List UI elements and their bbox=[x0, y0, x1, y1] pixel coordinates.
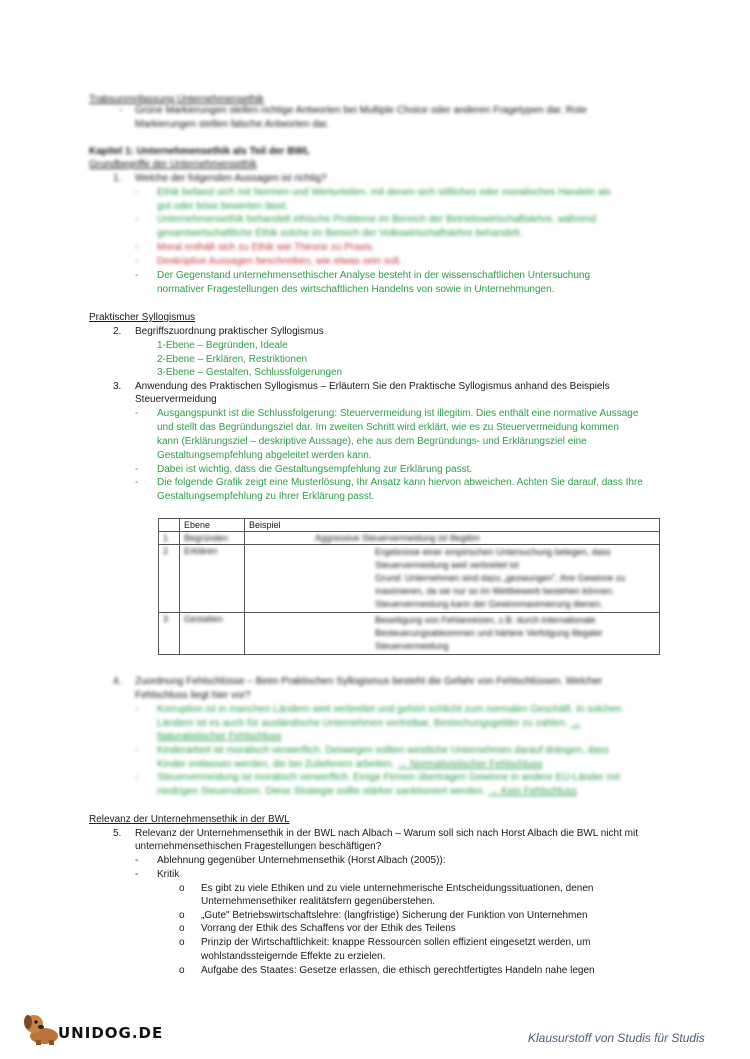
row-number: 3 bbox=[159, 613, 180, 655]
table-row bbox=[159, 613, 660, 655]
table-header-row bbox=[159, 519, 660, 532]
question-2: Begriffszuordnung praktischer Syllogismus bbox=[135, 326, 324, 337]
critique-4-line2: wohlstandssteigernde Effekte zu erzielen. bbox=[201, 951, 386, 962]
question-5-line2: unternehmensethischen Fragestellungen beschäftigen? bbox=[135, 841, 382, 852]
row-text: Grund: Unternehmen sind dazu „gezwungen", ihre Gewinne zu maximieren, da sie nur so im Wettbewerb bestehen können. Steuervermeidung kann der Gewinnmaximierung dienen. bbox=[375, 573, 626, 609]
answer-3c-line2: Gestaltungsempfehlung zu Ihrer Erklärung passt. bbox=[157, 491, 375, 502]
row-ebene: Gestalten bbox=[180, 613, 245, 655]
question-3-line2: Steuervermeidung bbox=[135, 394, 217, 405]
table-row bbox=[159, 545, 660, 613]
answer-4c: Steuervermeidung ist moralisch verwerflich. Einige Firmen übertragen Gewinne in andere EU-Länder mit niedrigen Steuersätzen. Diese Strategie sollte stärker sanktioniert werden. bbox=[157, 772, 620, 797]
level-2: 2-Ebene – Erklären, Restriktionen bbox=[157, 354, 308, 365]
bullet-circle: o bbox=[179, 937, 185, 948]
answer-1c: Moral enthält sich zu Ethik wie Theorie zu Praxis. bbox=[157, 242, 375, 253]
row-ebene: Erklären bbox=[180, 545, 245, 613]
rejection-line: Ablehnung gegenüber Unternehmensethik (Horst Albach (2005)): bbox=[157, 855, 446, 866]
logo-text: UNIDOG.DE bbox=[58, 1024, 164, 1042]
footer-slogan: Klausurstoff von Studis für Studis bbox=[528, 1031, 705, 1045]
dash: - bbox=[135, 869, 139, 880]
doc-title: Trabsunmnfassung Unternehmensethik bbox=[89, 94, 264, 105]
answer-3b: Dabei ist wichtig, dass die Gestaltungsempfehlung zur Erklärung passt. bbox=[157, 464, 473, 475]
question-4-number: 4. bbox=[113, 676, 122, 687]
level-3: 3-Ebene – Gestalten, Schlussfolgerungen bbox=[157, 367, 343, 378]
header-beispiel: Beispiel bbox=[245, 519, 660, 532]
bullet-circle: o bbox=[179, 883, 185, 894]
critique-1-line1: Es gibt zu viele Ethiken und zu viele unternehmerische Entscheidungssituationen, denen bbox=[201, 883, 594, 894]
dash: - bbox=[135, 464, 139, 475]
answer-4a-tag: → Naturalistischer Fehlschluss bbox=[157, 717, 581, 743]
section-relevanz: Relevanz der Unternehmensethik in der BWL bbox=[89, 814, 290, 825]
answer-4b-tag: → Normativistischer Fehlschluss bbox=[397, 758, 543, 770]
dash: - bbox=[135, 270, 139, 281]
bullet-circle: o bbox=[179, 965, 185, 976]
question-3-line1: Anwendung des Praktischen Syllogismus – Erläutern Sie den Praktische Syllogismus anhand des Beispiels bbox=[135, 381, 610, 392]
critique-4-line1: Prinzip der Wirtschaftlichkeit: knappe Ressourcen sollen effizient eingesetzt werden, um bbox=[201, 937, 591, 948]
document-page: Trabsunmnfassung Unternehmensethik - Grüne Markierungen stellen richtige Antworten bei Multiple Choice oder anderen Fragetypen dar. Rote Markierungen stellen falsche Antworten dar. Kapitel 1: Unternehmensethik als Teil der BWL Grundbegriffe der Unternehmensethik 1. Welche der folgenden Aussagen ist richtig? - Ethik befasst sich mit Normen und Werturteilen, mit denen sich sittliches oder moralisches Handeln als gut oder böse bewerten lässt. - Unternehmensethik behandelt ethische Probleme im Bereich der Betriebswirtschaftslehre, während gesamtwirtschaftliche Ethik solche im Bereich der Volkswirtschaftslehre behandelt. - Moral enthält sich zu Ethik wie Theorie zu Praxis. - Deskriptive Aussagen beschreiben, wie etwas sein soll. - Der Gegenstand unternehmensethischer Analyse besteht in der wissenschaftlichen Untersuchung normativer Fragestellungen des wirtschaftlichen Handelns von sowie in Unternehmungen. Praktischer Syllogismus 2. Begriffszuordnung praktischer Syllogismus 1-Ebene – Begründen, Ideale 2-Ebene – Erklären, Restriktionen 3-Ebene – Gestalten, Schlussfolgerungen 3. Anwendung des Praktischen Syllogismus – Erläutern Sie den Praktische Syllogismus anhand des Beispiels Steuervermeidung - Ausgangspunkt ist die Schlussfolgerung: Steuervermeidung ist illegitim. Dies enthält eine normative Aussage und stellt das Begründungsziel dar. Im zweiten Schritt wird erklärt, wie es zu Steuervermeidung kommen kann (Erklärungsziel – deskriptive Aussage), ehe aus dem Begründungs- und Erklärungsziel eine Gestaltungsempfehlung abgeleitet werden kann. - Dabei ist wichtig, dass die Gestaltungsempfehlung zur Erklärung passt. - Die folgende Grafik zeigt eine Musterlösung, Ihr Ansatz kann hiervon abweichen. Achten Sie darauf, dass Ihre Gestaltungsempfehlung zu Ihrer Erklärung passt. Ebene Beispiel 1 Begründen Aggressive Steuervermeidung ist illegitim 2 Erklären Ergebnisse einer empirischen Untersuchung belegen, dass Steuervermeidung weit verbreitet ist Grund: Unternehmen sind dazu „gezwungen", ihre Gewinne zu maximieren, da sie nur so im Wettbewerb bestehen können. Steuervermeidung kann der Gewinnmaximierung dienen. 3 Gestalten Beseitigung von Fehlanreizen, z.B. durch internationale Besteuerungsabkommen und härtere Verfolgung illegaler Steuervermeidung 4. Zuordnung Fehlschlüsse – Beim Praktischen Syllogismus besteht die Gefahr von Fehlschlüssen. Welcher Fehlschluss liegt hier vor? - Korruption ist in manchen Ländern weit verbreitet und gehört schlicht zum normalen Geschäft. In solchen Ländern ist es auch für ausländische Unternehmen vertretbar, Bestechungsgelder zu zahlen. → Naturalistischer Fehlschluss - Kinderarbeit ist moralisch verwerflich. Deswegen sollten westliche Unternehmen darauf drängen, dass Kinder entlassen werden, die bei Zulieferern arbeiten. → Normativistischer Fehlschluss - Steuervermeidung ist moralisch verwerflich. Einige Firmen übertragen Gewinne in andere EU-Länder mit niedrigen Steuersätzen. Diese Strategie sollte stärker sanktioniert werden. → Kein Fehlschluss Relevanz der Unternehmensethik in der BWL 5. Relevanz der Unternehmensethik in der BWL nach Albach – Warum soll sich nach Horst Albach die BWL nicht mit unternehmensethischen Fragestellungen beschäftigen? - Ablehnung gegenüber Unternehmensethik (Horst Albach (2005)): - Kritik o Es gibt zu viele Ethiken und zu viele unternehmerische Entscheidungssituationen, denen Unternehmensethiker realitätsfern gegenüberstehen. o „Gute" Betriebswirtschaftslehre: (langfristige) Sicherung der Funktion von Unternehmen o Vorrang der Ethik des Schaffens vor der Ethik des Teilens o Prinzip der Wirtschaftlichkeit: knappe Ressourcen sollen effizient eingesetzt werden, um wohlstandssteigernde Effekte zu erzielen. o Aufgabe des Staates: Gesetze erlassen, die ethisch gerechtfertigtes Handeln nahe legen UNIDOG.DE Klausurstoff von Studis für Studis bbox=[0, 0, 750, 1059]
header-ebene: Ebene bbox=[180, 519, 245, 532]
table-row bbox=[159, 532, 660, 545]
bullet-circle: o bbox=[179, 910, 185, 921]
row-text: Aggressive Steuervermeidung ist illegitim bbox=[245, 532, 660, 545]
dog-logo-icon bbox=[22, 1010, 62, 1046]
chapter-heading: Kapitel 1: Unternehmensethik als Teil der BWL bbox=[89, 146, 310, 157]
dash: - bbox=[135, 477, 139, 488]
question-1: Welche der folgenden Aussagen ist richtig? bbox=[135, 173, 327, 184]
answer-1a: Ethik befasst sich mit Normen und Werturteilen, mit denen sich sittliches oder moralisches Handeln als gut oder böse bewerten lässt. bbox=[157, 187, 611, 212]
section-praktischer-syllogismus: Praktischer Syllogismus bbox=[89, 312, 196, 323]
critique-3: Vorrang der Ethik des Schaffens vor der Ethik des Teilens bbox=[201, 923, 456, 934]
answer-4c-tag: → Kein Fehlschluss bbox=[488, 785, 577, 797]
answer-3a-line2: und stellt das Begründungsziel dar. Im zweiten Schritt wird erklärt, wie es zu Steuervermeidung kommen bbox=[157, 422, 619, 433]
dash: - bbox=[119, 105, 123, 116]
row-text: Beseitigung von Fehlanreizen, z.B. durch internationale Besteuerungsabkommen und härtere Verfolgung illegaler Steuervermeidung bbox=[245, 613, 660, 655]
dash: - bbox=[135, 855, 139, 866]
answer-3a-line1: Ausgangspunkt ist die Schlussfolgerung: Steuervermeidung ist illegitim. Dies enthält eine normative Aussage bbox=[157, 408, 639, 419]
answer-4a: Korruption ist in manchen Ländern weit verbreitet und gehört schlicht zum normalen Geschäft. In solchen Ländern ist es auch für ausländische Unternehmen vertretbar, Bestechungsgelder zu zahlen. bbox=[157, 704, 622, 729]
answer-1b: Unternehmensethik behandelt ethische Probleme im Bereich der Betriebswirtschaftslehre, während gesamtwirtschaftliche Ethik solche im Bereich der Volkswirtschaftslehre behandelt. bbox=[157, 214, 597, 239]
answer-1d: Deskriptive Aussagen beschreiben, wie etwas sein soll. bbox=[157, 256, 402, 267]
critique-5: Aufgabe des Staates: Gesetze erlassen, die ethisch gerechtfertigtes Handeln nahe legen bbox=[201, 965, 595, 976]
critique-heading: Kritik bbox=[157, 869, 180, 880]
row-number: 1 bbox=[159, 532, 180, 545]
answer-3a-line4: Gestaltungsempfehlung abgeleitet werden kann. bbox=[157, 450, 372, 461]
row-number: 2 bbox=[159, 545, 180, 613]
bullet-circle: o bbox=[179, 923, 185, 934]
row-text: Ergebnisse einer empirischen Untersuchung belegen, dass Steuervermeidung weit verbreitet ist bbox=[375, 547, 611, 570]
critique-1-line2: Unternehmensethiker realitätsfern gegenüberstehen. bbox=[201, 896, 436, 907]
level-1: 1-Ebene – Begründen, Ideale bbox=[157, 340, 288, 351]
question-4: Zuordnung Fehlschlüsse – Beim Praktischen Syllogismus besteht die Gefahr von Fehlschlüssen. Welcher Fehlschluss liegt hier vor? bbox=[135, 676, 603, 701]
answer-3a-line3: kann (Erklärungsziel – deskriptive Aussage), ehe aus dem Begründungs- und Erklärungsziel eine bbox=[157, 436, 587, 447]
intro-text: Grüne Markierungen stellen richtige Antworten bei Multiple Choice oder anderen Fragetypen dar. Rote Markierungen stellen falsche Antworten dar. bbox=[135, 105, 587, 130]
dash: - bbox=[135, 408, 139, 419]
answer-4b: Kinderarbeit ist moralisch verwerflich. Deswegen sollten westliche Unternehmen darauf drängen, dass Kinder entlassen werden, die bei Zulieferern arbeiten. bbox=[157, 745, 609, 770]
section-heading: Grundbegriffe der Unternehmensethik bbox=[89, 159, 257, 170]
question-5-number: 5. bbox=[113, 828, 122, 839]
answer-1e: Der Gegenstand unternehmensethischer Analyse besteht in der wissenschaftlichen Untersuchung normativer Fragestellungen des wirtschaftlichen Handelns von sowie in Unternehmungen. bbox=[157, 270, 591, 295]
answer-3c-line1: Die folgende Grafik zeigt eine Musterlösung, Ihr Ansatz kann hiervon abweichen. Achten Sie darauf, dass Ihre bbox=[157, 477, 643, 488]
question-2-number: 2. bbox=[113, 326, 122, 337]
row-ebene: Begründen bbox=[180, 532, 245, 545]
critique-2: „Gute" Betriebswirtschaftslehre: (langfristige) Sicherung der Funktion von Unternehmen bbox=[201, 910, 588, 921]
question-5-line1: Relevanz der Unternehmensethik in der BWL nach Albach – Warum soll sich nach Horst Albach die BWL nicht mit bbox=[135, 828, 639, 839]
syllogism-table bbox=[158, 518, 660, 655]
question-3-number: 3. bbox=[113, 381, 122, 392]
